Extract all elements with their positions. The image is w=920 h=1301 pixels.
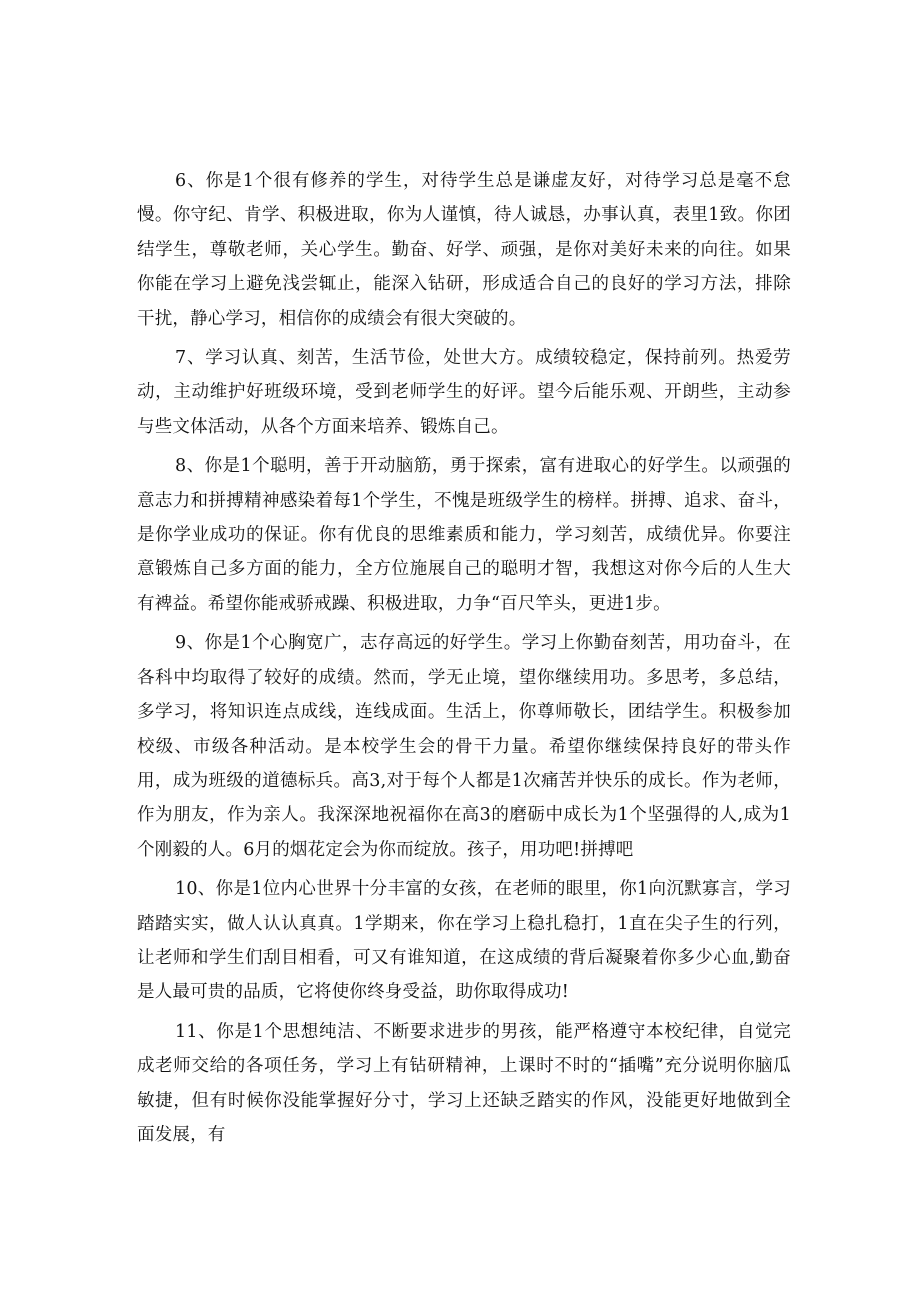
comment-paragraph-11: 11、你是1个思想纯洁、不断要求进步的男孩，能严格遵守本校纪律，自觉完成老师交给的各项任务，学习上有钻研精神，上课时不时的“插嘴”充分说明你脑瓜敏捷，但有时候你没能掌握好分寸，学习上还缺乏踏实的作风，没能更好地做到全面发展，有 — [137, 1021, 791, 1145]
comment-paragraph-9: 9、你是1个心胸宽广，志存高远的好学生。学习上你勤奋刻苦，用功奋斗，在各科中均取得了较好的成绩。然而，学无止境，望你继续用功。多思考，多总结，多学习，将知识连点成线，连线成面。生活上，你尊师敬长，团结学生。积极参加校级、市级各种活动。是本校学生会的骨干力量。希望你继续保持良好的带头作用，成为班级的道德标兵。高3,对于每个人都是1次痛苦并快乐的成长。作为老师，作为朋友，作为亲人。我深深地祝福你在高3的磨砺中成长为1个坚强得的人,成为1个刚毅的人。6月的烟花定会为你而绽放。孩子，用功吧!拼搏吧 — [137, 633, 791, 860]
comment-paragraph-6: 6、你是1个很有修养的学生，对待学生总是谦虚友好，对待学习总是毫不怠慢。你守纪、肯学、积极进取，你为人谨慎，待人诚恳，办事认真，表里1致。你团结学生，尊敬老师，关心学生。勤奋、好学、顽强，是你对美好未来的向往。如果你能在学习上避免浅尝辄止，能深入钻研，形成适合自己的良好的学习方法，排除干扰，静心学习，相信你的成绩会有很大突破的。 — [137, 171, 791, 329]
comment-paragraph-7: 7、学习认真、刻苦，生活节俭，处世大方。成绩较稳定，保持前列。热爱劳动，主动维护好班级环境，受到老师学生的好评。望今后能乐观、开朗些，主动参与些文体活动，从各个方面来培养、锻炼自己。 — [137, 348, 791, 437]
document-body — [137, 164, 791, 1157]
comment-paragraph-8: 8、你是1个聪明，善于开动脑筋，勇于探索，富有进取心的好学生。以顽强的意志力和拼搏精神感染着每1个学生，不愧是班级学生的榜样。拼搏、追求、奋斗，是你学业成功的保证。你有优良的思维素质和能力，学习刻苦，成绩优异。你要注意锻炼自己多方面的能力，全方位施展自己的聪明才智，我想这对你今后的人生大有裨益。希望你能戒骄戒躁、积极进取，力争“百尺竿头，更进1步。 — [137, 456, 791, 614]
comment-paragraph-10: 10、你是1位内心世界十分丰富的女孩，在老师的眼里，你1向沉默寡言，学习踏踏实实，做人认认真真。1学期来，你在学习上稳扎稳打，1直在尖子生的行列，让老师和学生们刮目相看，可又有谁知道，在这成绩的背后凝聚着你多少心血,勤奋是人最可贵的品质，它将使你终身受益，助你取得成功! — [137, 879, 791, 1003]
